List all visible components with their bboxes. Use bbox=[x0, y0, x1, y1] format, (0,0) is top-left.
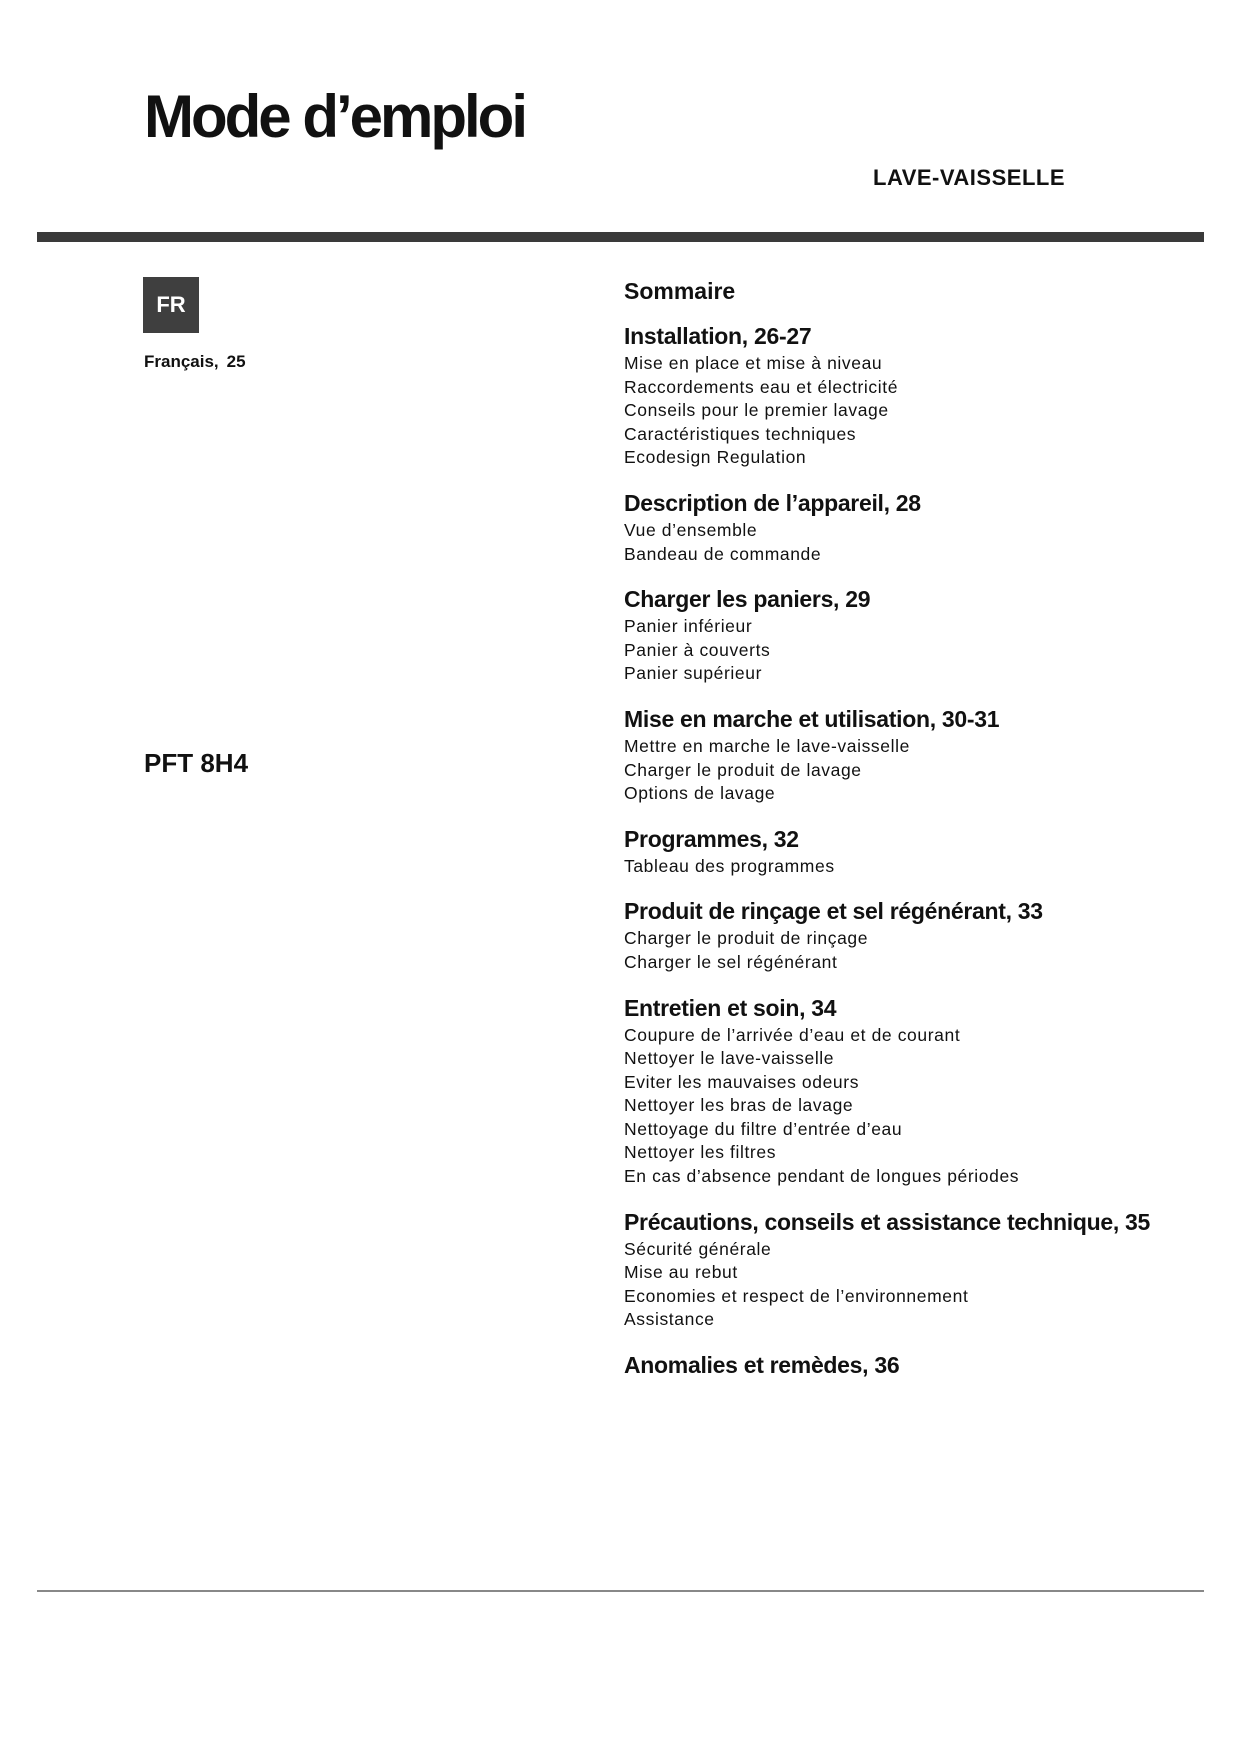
toc-section-heading: Anomalies et remèdes, 36 bbox=[624, 1352, 900, 1379]
table-of-contents bbox=[624, 278, 1164, 1399]
toc-section-heading: Installation, 26-27 bbox=[624, 323, 812, 349]
toc-title: Sommaire bbox=[624, 278, 736, 304]
toc-item: Charger le sel régénérant bbox=[624, 951, 838, 972]
toc-item: Options de lavage bbox=[624, 783, 776, 804]
toc-item: Charger le produit de lavage bbox=[624, 759, 862, 780]
toc-item: Charger le produit de rinçage bbox=[624, 928, 869, 949]
toc-section bbox=[624, 588, 1164, 686]
toc-item: Nettoyer les filtres bbox=[624, 1142, 777, 1163]
toc-item: Nettoyage du filtre d’entrée d’eau bbox=[624, 1118, 903, 1139]
toc-section-heading: Produit de rinçage et sel régénérant, 33 bbox=[624, 898, 1043, 925]
toc-section bbox=[624, 994, 1164, 1189]
toc-section bbox=[624, 705, 1164, 806]
toc-item: Raccordements eau et électricité bbox=[624, 376, 899, 397]
toc-item: Vue d’ensemble bbox=[624, 519, 758, 540]
toc-item: Eviter les mauvaises odeurs bbox=[624, 1071, 860, 1092]
toc-item: Nettoyer le lave-vaisselle bbox=[624, 1048, 835, 1069]
toc-section-heading: Programmes, 32 bbox=[624, 825, 799, 852]
page-title: Mode d’emploi bbox=[144, 83, 525, 150]
toc-item: Conseils pour le premier lavage bbox=[624, 400, 889, 421]
toc-section-heading: Entretien et soin, 34 bbox=[624, 994, 837, 1021]
toc-item: Sécurité générale bbox=[624, 1238, 772, 1259]
language-entry bbox=[144, 352, 246, 372]
language-badge: FR bbox=[143, 277, 199, 333]
toc-item: Assistance bbox=[624, 1309, 715, 1330]
toc-item: Mettre en marche le lave-vaisselle bbox=[624, 735, 910, 756]
toc-section-heading: Description de l’appareil, 28 bbox=[624, 489, 921, 516]
toc-item: Economies et respect de l’environnement bbox=[624, 1285, 969, 1306]
language-name: Français, bbox=[144, 352, 219, 371]
toc-item: Panier inférieur bbox=[624, 616, 753, 637]
toc-item: Ecodesign Regulation bbox=[624, 447, 807, 468]
toc-section bbox=[624, 1208, 1164, 1332]
toc-section-heading: Charger les paniers, 29 bbox=[624, 586, 871, 613]
toc-section bbox=[624, 825, 1164, 879]
toc-section bbox=[624, 325, 1164, 470]
footer-divider bbox=[37, 1590, 1204, 1592]
toc-item: En cas d’absence pendant de longues périodes bbox=[624, 1166, 1020, 1187]
toc-section-heading: Mise en marche et utilisation, 30-31 bbox=[624, 705, 1000, 732]
language-page: 25 bbox=[226, 352, 246, 371]
toc-sections bbox=[624, 325, 1164, 1377]
toc-item: Mise en place et mise à niveau bbox=[624, 353, 883, 373]
toc-item: Panier à couverts bbox=[624, 639, 771, 660]
toc-item: Coupure de l’arrivée d’eau et de courant bbox=[624, 1024, 961, 1045]
toc-item: Nettoyer les bras de lavage bbox=[624, 1095, 854, 1116]
toc-item: Mise au rebut bbox=[624, 1262, 738, 1283]
header-divider bbox=[37, 232, 1204, 242]
model-number: PFT 8H4 bbox=[144, 748, 249, 778]
toc-section-heading: Précautions, conseils et assistance technique, 35 bbox=[624, 1208, 1151, 1235]
toc-item: Caractéristiques techniques bbox=[624, 423, 857, 444]
toc-item: Panier supérieur bbox=[624, 663, 763, 684]
product-category: LAVE-VAISSELLE bbox=[873, 165, 1065, 190]
toc-section bbox=[624, 1354, 1164, 1377]
toc-item: Bandeau de commande bbox=[624, 543, 822, 564]
toc-section bbox=[624, 900, 1164, 974]
toc-item: Tableau des programmes bbox=[624, 855, 835, 876]
toc-section bbox=[624, 489, 1164, 566]
